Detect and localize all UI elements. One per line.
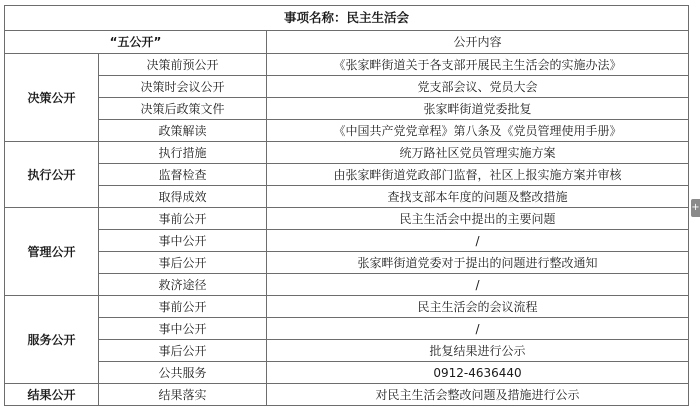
item-cell: 监督检查	[99, 164, 267, 186]
item-cell: 事后公开	[99, 252, 267, 274]
item-cell: 事后公开	[99, 340, 267, 362]
table-row	[5, 384, 689, 406]
content-cell: 查找支部本年度的问题及整改措施	[267, 186, 689, 208]
table-row	[5, 252, 689, 274]
item-cell: 公共服务	[99, 362, 267, 384]
content-cell: 0912-4636440	[267, 362, 689, 384]
content-cell: 张家畔街道党委对于提出的问题进行整改通知	[267, 252, 689, 274]
table-row	[5, 230, 689, 252]
title-row	[5, 6, 689, 31]
section-label: 执行公开	[5, 142, 99, 208]
table-row	[5, 208, 689, 230]
header-row	[5, 31, 689, 54]
section-label: 管理公开	[5, 208, 99, 296]
table-row	[5, 296, 689, 318]
table-row	[5, 98, 689, 120]
item-cell: 决策时会议公开	[99, 76, 267, 98]
item-cell: 决策后政策文件	[99, 98, 267, 120]
content-cell: 民主生活会的会议流程	[267, 296, 689, 318]
section-label: 决策公开	[5, 54, 99, 142]
table-row	[5, 164, 689, 186]
content-cell: 张家畔街道党委批复	[267, 98, 689, 120]
table-title: 事项名称：民主生活会	[5, 6, 689, 31]
content-cell: 批复结果进行公示	[267, 340, 689, 362]
table-row	[5, 76, 689, 98]
table-row	[5, 318, 689, 340]
item-cell: 政策解读	[99, 120, 267, 142]
item-cell: 执行措施	[99, 142, 267, 164]
header-category: “五公开”	[5, 31, 267, 54]
header-content: 公开内容	[267, 31, 689, 54]
table-row	[5, 362, 689, 384]
content-cell: 《中国共产党党章程》第八条及《党员管理使用手册》	[267, 120, 689, 142]
content-cell: 对民主生活会整改问题及措施进行公示	[267, 384, 689, 406]
content-cell: 由张家畔街道党政部门监督，社区上报实施方案并审核	[267, 164, 689, 186]
table-row	[5, 54, 689, 76]
content-cell: 《张家畔街道关于各支部开展民主生活会的实施办法》	[267, 54, 689, 76]
item-cell: 决策前预公开	[99, 54, 267, 76]
item-cell: 事前公开	[99, 296, 267, 318]
table-row	[5, 142, 689, 164]
plus-icon: +	[691, 202, 700, 213]
item-cell: 结果落实	[99, 384, 267, 406]
section-label: 结果公开	[5, 384, 99, 406]
content-cell: 统万路社区党员管理实施方案	[267, 142, 689, 164]
content-cell: 民主生活会中提出的主要问题	[267, 208, 689, 230]
content-cell: 党支部会议、党员大会	[267, 76, 689, 98]
table-row	[5, 186, 689, 208]
content-cell: /	[267, 318, 689, 340]
item-cell: 取得成效	[99, 186, 267, 208]
table-row	[5, 274, 689, 296]
table-row	[5, 340, 689, 362]
side-expand-tab[interactable]	[691, 199, 700, 217]
section-label: 服务公开	[5, 296, 99, 384]
content-cell: /	[267, 230, 689, 252]
content-cell: /	[267, 274, 689, 296]
disclosure-table	[4, 5, 689, 406]
item-cell: 救济途径	[99, 274, 267, 296]
item-cell: 事中公开	[99, 318, 267, 340]
table-row	[5, 120, 689, 142]
item-cell: 事中公开	[99, 230, 267, 252]
item-cell: 事前公开	[99, 208, 267, 230]
